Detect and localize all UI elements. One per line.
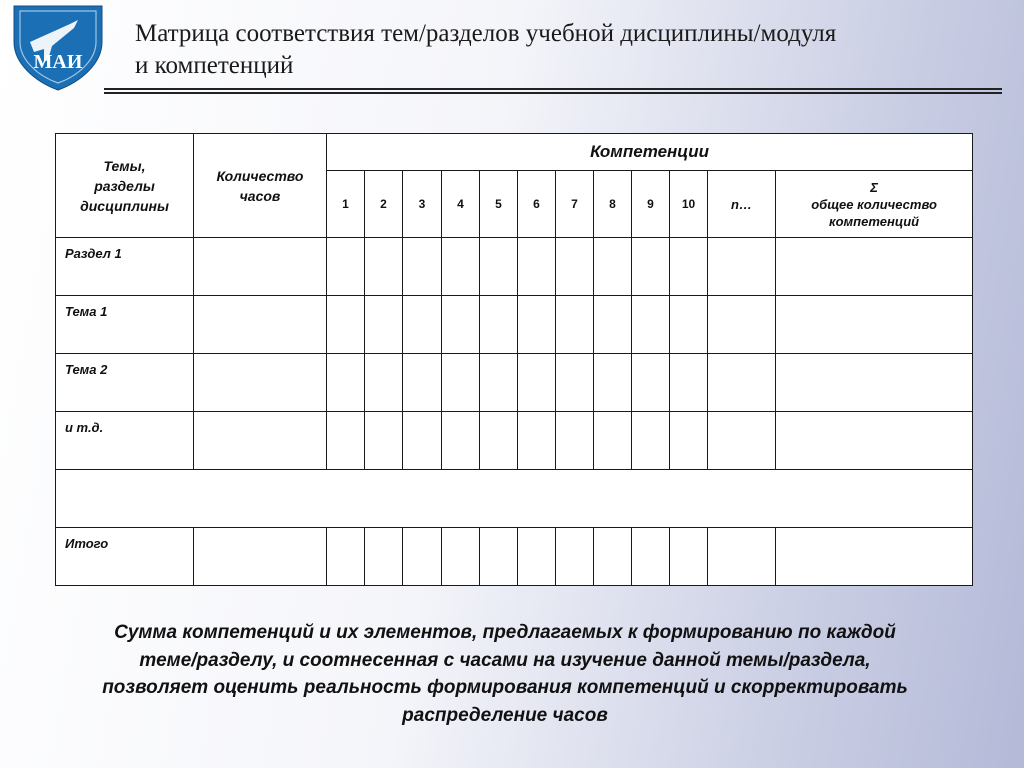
table-row — [56, 470, 973, 528]
competency-cell — [594, 354, 632, 412]
note-line: распределение часов — [402, 704, 608, 726]
separator-row-cell — [56, 470, 973, 528]
sum-cell — [776, 412, 973, 470]
competency-cell — [632, 412, 670, 470]
header-competency-number: 7 — [556, 171, 594, 238]
header-topics-line: дисциплины — [80, 198, 169, 214]
sum-label-line: компетенций — [829, 213, 920, 229]
competency-cell — [480, 296, 518, 354]
header-row-1 — [56, 134, 973, 171]
competency-cell — [518, 412, 556, 470]
competency-cell — [403, 296, 442, 354]
competency-cell — [365, 528, 403, 586]
competency-cell — [556, 238, 594, 296]
competency-cell — [403, 528, 442, 586]
competency-cell — [670, 296, 708, 354]
header-competency-n: n… — [708, 171, 776, 238]
competency-cell — [632, 354, 670, 412]
competency-cell — [632, 238, 670, 296]
title-line-2: и компетенций — [135, 52, 294, 79]
competency-cell — [442, 296, 480, 354]
competency-cell — [480, 528, 518, 586]
competency-cell — [327, 412, 365, 470]
competency-cell — [365, 412, 403, 470]
competency-cell — [442, 412, 480, 470]
header-hours-line: часов — [239, 188, 281, 204]
competency-cell — [708, 354, 776, 412]
competency-cell — [632, 296, 670, 354]
competency-matrix-table — [55, 133, 973, 586]
logo-shield-shape — [14, 6, 102, 90]
competency-cell — [365, 238, 403, 296]
competency-cell — [556, 354, 594, 412]
hours-cell — [194, 412, 327, 470]
competency-cell — [670, 354, 708, 412]
competency-cell — [480, 354, 518, 412]
competency-cell — [327, 528, 365, 586]
competency-cell — [442, 528, 480, 586]
competency-cell — [403, 238, 442, 296]
competency-cell — [480, 412, 518, 470]
header-sum — [776, 171, 973, 238]
title-rule-top — [104, 88, 1002, 90]
sum-symbol: Σ — [870, 179, 878, 195]
header-competency-number: 1 — [327, 171, 365, 238]
row-label: Раздел 1 — [56, 238, 194, 296]
table-row — [56, 354, 973, 412]
competency-cell — [442, 238, 480, 296]
competency-cell — [556, 296, 594, 354]
title-rule-bottom — [104, 92, 1002, 94]
header-hours — [194, 134, 327, 238]
header-competency-number: 8 — [594, 171, 632, 238]
competency-cell — [518, 528, 556, 586]
title-line-1: Матрица соответствия тем/разделов учебной дисциплины/модуля — [135, 20, 837, 47]
competency-cell — [365, 354, 403, 412]
note-line: Сумма компетенций и их элементов, предлагаемых к формированию по каждой — [114, 622, 896, 643]
header-competency-number: 10 — [670, 171, 708, 238]
header-competency-number: 3 — [403, 171, 442, 238]
competency-cell — [556, 528, 594, 586]
competency-cell — [403, 354, 442, 412]
sum-cell — [776, 528, 973, 586]
header-topics-line: разделы — [94, 178, 155, 194]
competency-cell — [594, 528, 632, 586]
table-row — [56, 412, 973, 470]
header-competency-number: 9 — [632, 171, 670, 238]
header-competency-number: 6 — [518, 171, 556, 238]
competency-cell — [632, 528, 670, 586]
note-line: позволяет оценить реальность формирования компетенций и скорректировать — [102, 677, 908, 698]
sum-cell — [776, 354, 973, 412]
row-label: Итого — [56, 528, 194, 586]
competency-cell — [327, 296, 365, 354]
competency-cell — [327, 238, 365, 296]
sum-cell — [776, 296, 973, 354]
summary-note — [55, 619, 955, 729]
header-topics-line: Темы, — [103, 158, 146, 174]
competency-cell — [708, 528, 776, 586]
competency-cell — [594, 238, 632, 296]
table-row — [56, 238, 973, 296]
row-label: Тема 2 — [56, 354, 194, 412]
competency-cell — [670, 238, 708, 296]
note-line: теме/разделу, и соотнесенная с часами на изучение данной темы/раздела, — [139, 649, 871, 671]
competency-cell — [480, 238, 518, 296]
competency-cell — [403, 412, 442, 470]
row-label: и т.д. — [56, 412, 194, 470]
logo-text: МАИ — [33, 51, 83, 73]
hours-cell — [194, 354, 327, 412]
table-body — [56, 238, 973, 586]
competency-cell — [708, 412, 776, 470]
competency-cell — [670, 412, 708, 470]
competency-cell — [365, 296, 403, 354]
competency-cell — [518, 238, 556, 296]
mai-logo — [8, 2, 108, 92]
competency-cell — [594, 296, 632, 354]
hours-cell — [194, 238, 327, 296]
competency-cell — [594, 412, 632, 470]
header-competencies: Компетенции — [327, 134, 973, 171]
row-label: Тема 1 — [56, 296, 194, 354]
competency-cell — [327, 354, 365, 412]
competency-cell — [708, 296, 776, 354]
header-competency-number: 2 — [365, 171, 403, 238]
hours-cell — [194, 296, 327, 354]
competency-cell — [518, 296, 556, 354]
sum-cell — [776, 238, 973, 296]
header-competency-number: 4 — [442, 171, 480, 238]
table-row — [56, 528, 973, 586]
header-competency-number: 5 — [480, 171, 518, 238]
competency-cell — [708, 238, 776, 296]
header-hours-line: Количество — [216, 168, 304, 184]
sum-label-line: общее количество — [811, 196, 937, 212]
competency-cell — [670, 528, 708, 586]
table-row — [56, 296, 973, 354]
competency-cell — [442, 354, 480, 412]
page-title — [135, 18, 995, 82]
hours-cell — [194, 528, 327, 586]
competency-cell — [556, 412, 594, 470]
competency-cell — [518, 354, 556, 412]
header-topics — [56, 134, 194, 238]
